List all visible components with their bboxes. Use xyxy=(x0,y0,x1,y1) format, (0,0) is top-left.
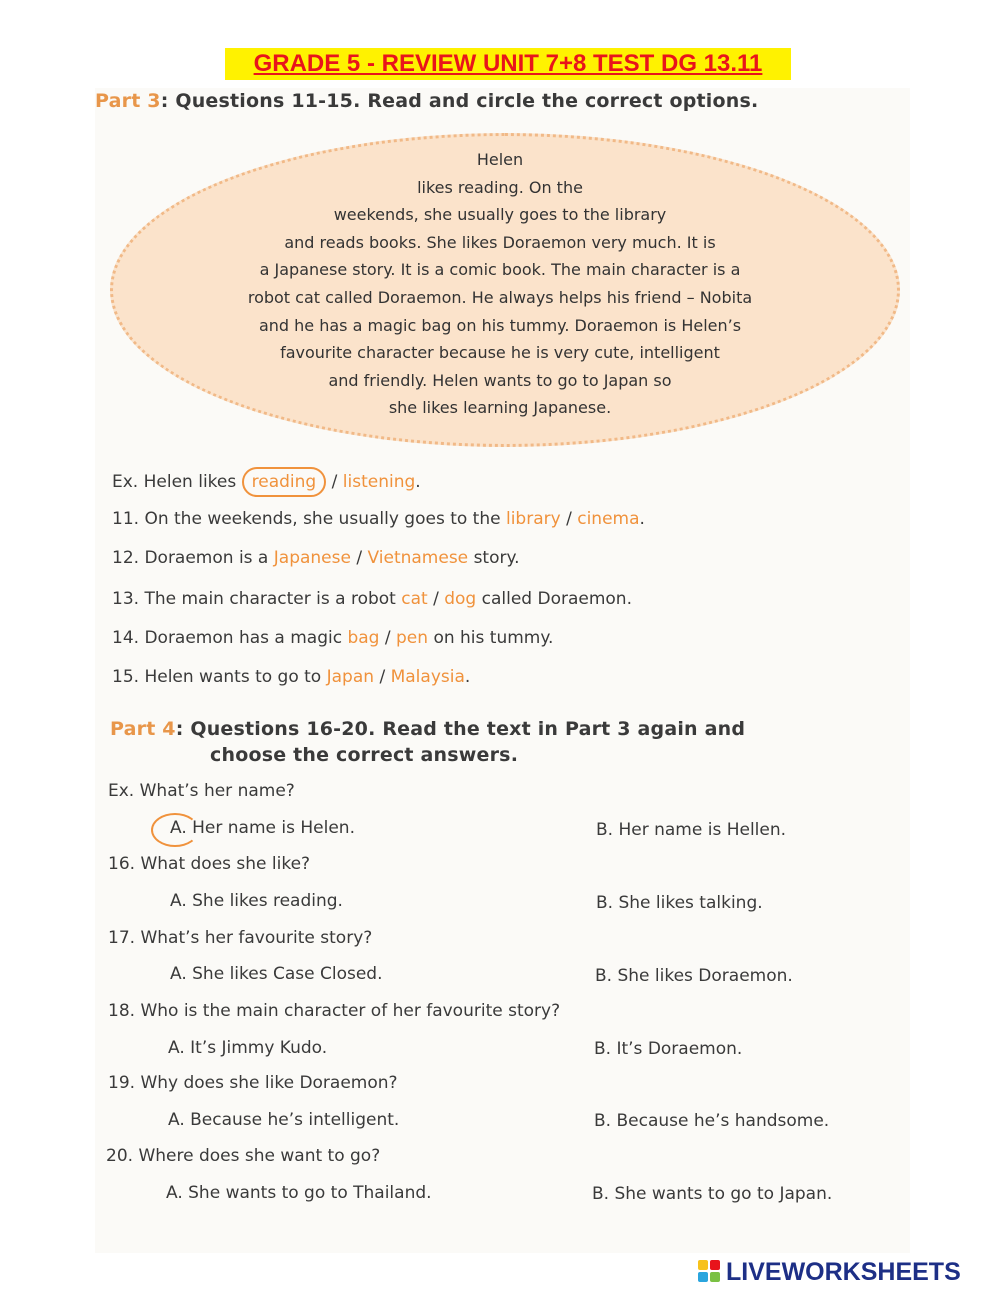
story-line: likes reading. On the xyxy=(417,177,583,197)
item-text: Doraemon is a xyxy=(144,548,269,568)
answer-b[interactable]: B. It’s Doraemon. xyxy=(594,1039,743,1059)
option-b[interactable]: Malaysia xyxy=(390,667,465,687)
part3-heading xyxy=(95,90,758,112)
part3-item-15 xyxy=(112,667,470,687)
item-text: Doraemon has a magic xyxy=(144,628,343,648)
option-separator: / xyxy=(331,472,338,492)
item-number: 11. xyxy=(112,509,140,529)
option-separator: / xyxy=(379,667,386,687)
part3-item-12 xyxy=(112,548,520,568)
item-number: 13. xyxy=(112,589,140,609)
story-line: Helen xyxy=(476,150,524,169)
story-text xyxy=(100,146,900,422)
item-text: Helen likes xyxy=(143,472,237,492)
option-a[interactable]: library xyxy=(505,509,561,529)
logo-text: LIVEWORKSHEETS xyxy=(726,1257,961,1286)
item-text-end: . xyxy=(639,509,645,529)
item-number: 15. xyxy=(112,667,140,687)
answer-a[interactable]: A. She likes Case Closed. xyxy=(170,964,383,984)
part4-heading xyxy=(110,718,745,740)
option-a[interactable]: bag xyxy=(347,628,380,648)
option-a[interactable]: Japan xyxy=(326,667,375,687)
answer-a[interactable]: A. Her name is Helen. xyxy=(170,818,355,838)
option-a[interactable]: Japanese xyxy=(273,548,351,568)
part4-question-17: 17. What’s her favourite story? xyxy=(108,928,373,948)
option-separator: / xyxy=(356,548,363,568)
option-b[interactable]: listening xyxy=(342,472,416,492)
option-separator: / xyxy=(384,628,391,648)
story-line: and friendly. Helen wants to go to Japan so xyxy=(328,370,672,390)
part4-question-19: 19. Why does she like Doraemon? xyxy=(108,1073,398,1093)
part3-item-13 xyxy=(112,589,632,609)
logo-grid-icon xyxy=(698,1260,722,1284)
item-text: The main character is a robot xyxy=(144,589,396,609)
part3-heading-text: : Questions 11-15. Read and circle the correct options. xyxy=(160,90,759,112)
option-b[interactable]: pen xyxy=(396,628,429,648)
part4-heading-line2: choose the correct answers. xyxy=(210,744,519,766)
option-b[interactable]: Vietnamese xyxy=(367,548,469,568)
option-a-circled[interactable]: reading xyxy=(242,467,327,497)
option-b[interactable]: cinema xyxy=(577,509,640,529)
story-line: weekends, she usually goes to the library xyxy=(333,205,667,225)
part4-heading-line1: : Questions 16-20. Read the text in Part 3 again and xyxy=(175,718,746,740)
page-title: GRADE 5 - REVIEW UNIT 7+8 TEST DG 13.11 xyxy=(225,48,791,80)
answer-a[interactable]: A. She wants to go to Thailand. xyxy=(166,1183,432,1203)
item-text: On the weekends, she usually goes to the xyxy=(144,509,501,529)
item-text-end: . xyxy=(464,667,471,687)
story-line: and he has a magic bag on his tummy. Doraemon is Helen’s xyxy=(258,315,742,335)
item-number: 12. xyxy=(112,548,140,568)
liveworksheets-logo xyxy=(698,1257,961,1287)
part3-item-11 xyxy=(112,509,645,529)
option-separator: / xyxy=(433,589,439,609)
part4-label: Part 4 xyxy=(110,718,176,740)
answer-a[interactable]: A. Because he’s intelligent. xyxy=(168,1110,400,1130)
answer-a[interactable]: A. It’s Jimmy Kudo. xyxy=(168,1038,328,1058)
item-number: Ex. xyxy=(112,472,139,492)
answer-a[interactable]: A. She likes reading. xyxy=(170,891,343,911)
part4-question-20: 20. Where does she want to go? xyxy=(106,1146,381,1166)
story-line: and reads books. She likes Doraemon very much. It is xyxy=(284,232,716,252)
part3-label: Part 3 xyxy=(95,90,161,112)
part3-item-ex xyxy=(112,467,421,497)
option-b[interactable]: dog xyxy=(444,589,477,609)
story-line: favourite character because he is very cute, intelligent xyxy=(280,343,720,363)
option-a[interactable]: cat xyxy=(401,589,428,609)
item-text-end: . xyxy=(415,472,421,492)
item-text-end: on his tummy. xyxy=(433,628,554,648)
story-line: robot cat called Doraemon. He always helps his friend – Nobita xyxy=(247,287,753,307)
part4-question-ex: Ex. What’s her name? xyxy=(108,781,295,801)
story-line: a Japanese story. It is a comic book. The main character is a xyxy=(259,260,741,280)
answer-b[interactable]: B. Her name is Hellen. xyxy=(596,820,787,840)
item-text-end: story. xyxy=(473,548,520,568)
item-text-end: called Doraemon. xyxy=(481,589,632,609)
answer-b[interactable]: B. She likes Doraemon. xyxy=(595,966,793,986)
part4-question-18: 18. Who is the main character of her favourite story? xyxy=(108,1001,561,1021)
answer-b[interactable]: B. She wants to go to Japan. xyxy=(592,1184,833,1204)
option-separator: / xyxy=(566,509,572,529)
story-line: she likes learning Japanese. xyxy=(388,398,612,418)
answer-b[interactable]: B. She likes talking. xyxy=(596,893,763,913)
item-text: Helen wants to go to xyxy=(144,667,322,687)
answer-b[interactable]: B. Because he’s handsome. xyxy=(594,1111,830,1131)
item-number: 14. xyxy=(112,628,140,648)
part3-item-14 xyxy=(112,628,553,648)
part4-question-16: 16. What does she like? xyxy=(108,854,311,874)
